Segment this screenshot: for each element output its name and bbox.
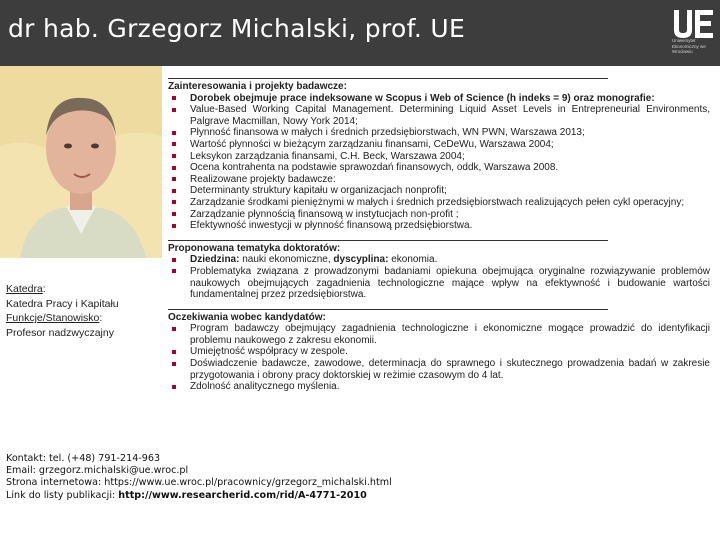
divider: [168, 309, 608, 310]
list-item: Umiejętność współpracy w zespole.: [168, 346, 710, 358]
expectations-section: [168, 309, 710, 393]
position-label: Funkcje/Stanowisko: [6, 312, 100, 324]
contact-footer: [6, 453, 706, 502]
list-item: Wartość płynności w bieżącym zarządzaniu finansami, CeDeWu, Warszawa 2004;: [168, 139, 710, 151]
list-item: Realizowane projekty badawcze:: [168, 174, 710, 186]
contact-phone: Kontakt: tel. (+48) 791-214-963: [6, 453, 161, 464]
main-content: [168, 78, 710, 401]
contact-email[interactable]: Email: grzegorz.michalski@ue.wroc.pl: [6, 465, 189, 477]
list-item: Determinanty struktury kapitału w organizacjach nonprofit;: [168, 185, 710, 197]
expectations-title: Oczekiwania wobec kandydatów:: [168, 311, 326, 323]
divider: [168, 78, 608, 79]
list-item: Zdolność analitycznego myślenia.: [168, 381, 710, 393]
header-bar: [0, 0, 720, 66]
topics-section: [168, 240, 710, 301]
list-item: Zarządzanie środkami pieniężnymi w małych i średnich przedsiębiorstwach realizujących pełen cykl operacyjny;: [168, 197, 710, 209]
page-title: dr hab. Grzegorz Michalski, prof. UE: [8, 14, 466, 43]
topics-title: Proponowana tematyka doktoratów:: [168, 242, 341, 254]
list-item: Dorobek obejmuje prace indeksowane w Scopus i Web of Science (h indeks = 9) oraz monografie:: [168, 93, 710, 105]
list-item: Value-Based Working Capital Management. Determining Liquid Asset Levels in Entrepreneurial Environments, Palgrave Macmillan, Nowy York 2014;: [168, 104, 710, 127]
research-title: Zainteresowania i projekty badawcze:: [168, 81, 347, 92]
website-link[interactable]: Strona internetowa: https://www.ue.wroc.pl/pracownicy/grzegorz_michalski.html: [6, 477, 392, 489]
university-logo: [668, 4, 718, 64]
list-item: Leksykon zarządzania finansami, C.H. Beck, Warszawa 2004;: [168, 151, 710, 163]
publications-line: Link do listy publikacji: http://www.researcherid.com/rid/A-4771-2010: [6, 489, 367, 501]
list-item: Program badawczy obejmujący zagadnienia technologiczne i ekonomiczne mogące prowadzić do identyfikacji problemu naukowego z zakresu ekonomii.: [168, 323, 710, 346]
list-item: Efektywność inwestycji w płynność finansową przedsiębiorstwa.: [168, 220, 710, 232]
logo-caption: Uniwersytet Ekonomiczny we Wrocławiu: [672, 38, 706, 54]
list-item: Płynność finansowa w małych i średnich przedsiębiorstwach, WN PWN, Warszawa 2013;: [168, 127, 710, 139]
position-value: Profesor nadzwyczajny: [6, 326, 114, 339]
list-item: Doświadczenie badawcze, zawodowe, determinacja do sprawnego i skutecznego prowadzenia badań w zakresie przygotowania i obrony pracy doktorskiej w reżimie czasowym do 4 lat.: [168, 358, 710, 381]
staff-info: Katedra: Katedra Pracy i Kapitału Funkcje/Stanowisko: Profesor nadzwyczajny: [6, 282, 164, 340]
dept-label: Katedra: [6, 283, 43, 295]
research-section: [168, 78, 710, 232]
list-item: Problematyka związana z prowadzonymi badaniami opiekuna obejmująca oryginalne rozwiązywanie problemów naukowych obejmujących zagadnienia technologiczne mające wpływ na efektywność i budowanie wartości fundamentalnej przez przedsiębiorstwa.: [168, 266, 710, 301]
list-item: Zarządzanie płynnością finansową w instytucjach non-profit ;: [168, 209, 710, 221]
profile-photo: [0, 66, 162, 258]
list-item: Ocena kontrahenta na podstawie sprawozdań finansowych, oddk, Warszawa 2008.: [168, 162, 710, 174]
publications-link[interactable]: http://www.researcherid.com/rid/A-4771-2010: [118, 489, 367, 501]
list-item: Dziedzina: nauki ekonomiczne, dyscyplina: ekonomia.: [168, 254, 710, 266]
divider: [168, 240, 608, 241]
dept-value: Katedra Pracy i Kapitału: [6, 297, 119, 310]
